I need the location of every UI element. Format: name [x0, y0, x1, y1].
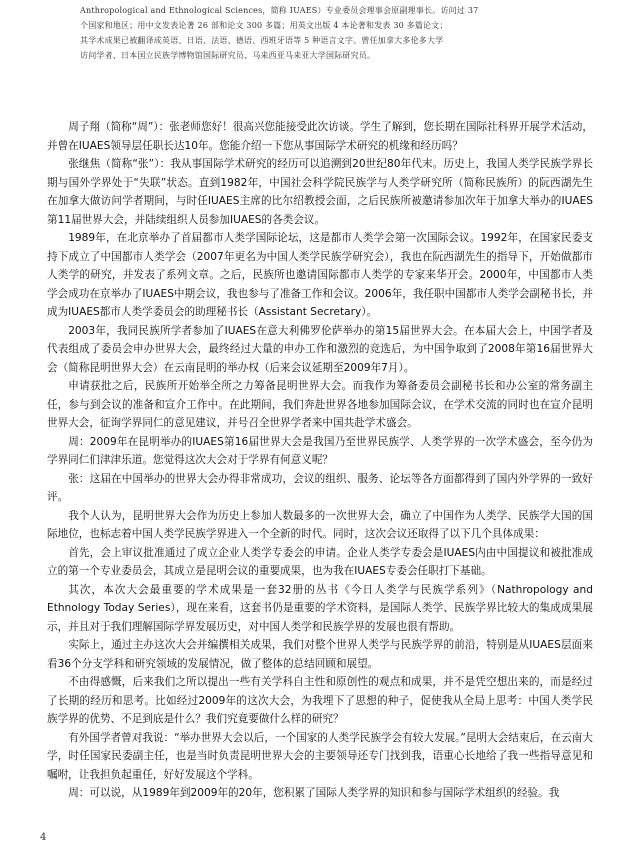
- author-bio: [80, 3, 550, 63]
- paragraph: 张：这届在中国举办的世界大会办得非常成功，会议的组织、服务、论坛等各方面都得到了国内外学界的一致好评。: [47, 472, 593, 503]
- bio-line: 个国家和地区；用中文发表论著 26 部和论文 300 多篇；用英文出版 4 本论著和发表 30 多篇论文；: [80, 21, 448, 30]
- paragraph: 实际上，通过主办这次大会并编撰相关成果，我们对整个世界人类学与民族学界的前沿，特别是从IUAES层面来看36个分支学科和研究领域的发展情况，做了整体的总结回顾和展望。: [47, 639, 593, 670]
- paragraph: 周子翔（简称“周”）：张老师您好！很高兴您能接受此次访谈。学生了解到，您长期在国际社科界开展学术活动，并曾在IUAES领导层任职长达10年。您能介绍一下您从事国际学术研究的机缘和经历吗？: [47, 121, 593, 152]
- paragraph: 不由得感慨，后来我们之所以提出一些有关学科自主性和原创性的观点和成果，并不是凭空想出来的，而是经过了长期的经历和思考。比如经过2009年的这次大会，为我埋下了思想的种子，促使我从全局上思考：中国人类学民族学界的优势、不足到底是什么？我们究竟要做什么样的研究？: [47, 676, 593, 725]
- article-body: [47, 118, 593, 803]
- page-number: 4: [40, 832, 47, 843]
- paragraph: 我个人认为，昆明世界大会作为历史上参加人数最多的一次世界大会，确立了中国作为人类学、民族学大国的国际地位，也标志着中国人类学民族学界进入一个全新的时代。同时，这次会议还取得了以下几个具体成果：: [47, 509, 593, 540]
- paragraph: 有外国学者曾对我说：“举办世界大会以后，一个国家的人类学民族学会有较大发展。”昆明大会结束后，在云南大学，时任国家民委副主任，也是当时负责昆明世界大会的主要领导还专门找到我，语重心长地给了我一些指导意见和嘱咐，让我担负起重任，好好发展这个学科。: [47, 731, 593, 781]
- bio-line: Anthropological and Ethnological Sciences，简称 IUAES）专业委员会理事会原副理事长。访问过 37: [80, 6, 479, 15]
- paragraph: 首先，会上审议批准通过了成立企业人类学专委会的申请。企业人类学专委会是IUAES内由中国提议和被批准成立的第一个专业委员会，其成立是昆明会议的重要成果，也为我在IUAES专委会任职打下基础。: [47, 546, 593, 577]
- paragraph: 周：2009年在昆明举办的IUAES第16届世界大会是我国乃至世界民族学、人类学界的一次学术盛会，至今仍为学界同仁们津津乐道。您觉得这次大会对于学界有何意义呢？: [47, 435, 593, 466]
- paragraph: 周：可以说，从1989年到2009年的20年，您积累了国际人类学界的知识和参与国际学术组织的经验。我: [68, 787, 560, 799]
- bio-line: 其学术成果已被翻译成英语、日语、法语、德语、西班牙语等 5 种语言文字。曾任加拿大多伦多大学: [80, 36, 444, 45]
- paragraph: 2003年，我同民族所学者参加了IUAES在意大利佛罗伦萨举办的第15届世界大会。在本届大会上，中国学者及代表组成了委员会申办世界大会，最终经过大量的申办工作和激烈的竞选后，为中国争取到了2008年第16届世界大会（简称昆明世界大会）在云南昆明的举办权（后来会议延期至2009年7月）。: [47, 324, 593, 374]
- paragraph: 其次，本次大会最重要的学术成果是一套32册的丛书《今日人类学与民族学系列》（Nathropology and Ethnology Today Series），现在来看，这套书仍是重要的学术资料，是国际人类学、民族学界比较大的集成成果展示，并且对于我们理解国际学界发展历史，对中国人类学和民族学界的发展也很有帮助。: [47, 583, 593, 633]
- paragraph: 1989年，在北京举办了首届都市人类学国际论坛，这是都市人类学会第一次国际会议。1992年，在国家民委支持下成立了中国都市人类学会（2007年更名为中国人类学民族学研究会），我也在阮西湖先生的指导下，开始做都市人类学的研究，并发表了系列文章。之后，民族所也邀请国际都市人类学的专家来华开会。2000年，中国都市人类学会成功在京举办了IUAES中期会议，我也参与了准备工作和会议。2006年，我任职中国都市人类学会副秘书长，并成为IUAES都市人类学委员会的助理秘书长（Assistant Secretary）。: [47, 232, 593, 318]
- paragraph: 申请获批之后，民族所开始举全所之力筹备昆明世界大会。而我作为筹备委员会副秘书长和办公室的常务副主任，参与到会议的准备和宣介工作中。在此期间，我们奔赴世界各地参加国际会议，在学术交流的同时也在宣介昆明世界大会，征询学界同仁的意见建议，并号召全世界学者来中国共赴学术盛会。: [47, 380, 593, 429]
- paragraph: 张继焦（简称“张”）：我从事国际学术研究的经历可以追溯到20世纪80年代末。历史上，我国人类学民族学界长期与国外学界处于“失联”状态。直到1982年，中国社会科学院民族学与人类学研究所（简称民族所）的阮西湖先生在加拿大做访问学者期间，与时任IUAES主席的比尔绍教授会面，之后民族所被邀请参加次年于加拿大举办的IUAES第11届世界大会，并陆续组织人员参加IUAES的各类会议。: [47, 158, 593, 226]
- bio-line: 访问学者、日本国立民族学博物馆国际研究员、马来西亚马来亚大学国际研究员。: [80, 51, 376, 60]
